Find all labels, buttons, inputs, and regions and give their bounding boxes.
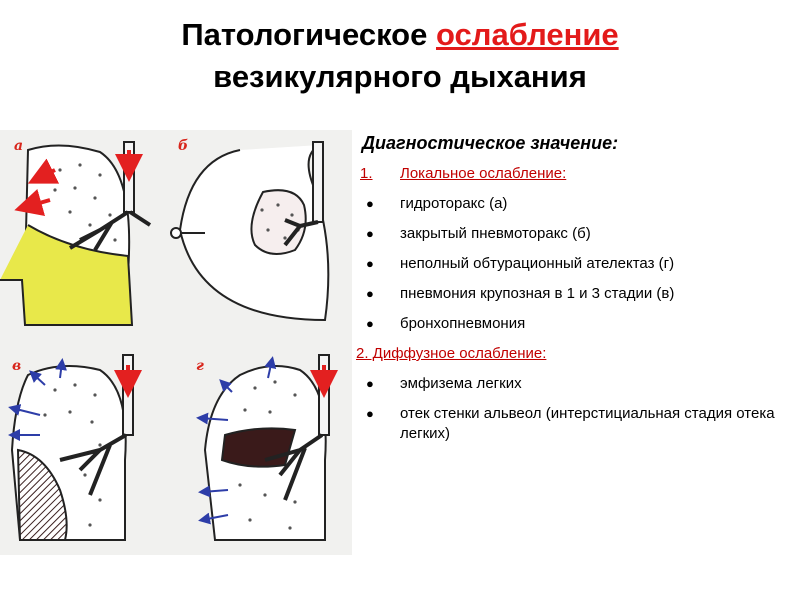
list-item <box>356 194 788 214</box>
bullet-icon: ● <box>366 316 374 331</box>
panel-label-b: б <box>178 138 189 154</box>
page-title <box>0 14 800 98</box>
title-line-2: везикулярного дыхания <box>213 59 587 94</box>
section-local-heading <box>356 164 788 184</box>
content-panel <box>356 130 788 454</box>
list-item-text: пневмония крупозная в 1 и 3 стадии (в) <box>400 285 675 302</box>
bullet-icon: ● <box>366 256 374 271</box>
panel-a <box>0 138 150 325</box>
bullet-icon: ● <box>366 286 374 301</box>
panel-g <box>196 355 329 540</box>
list-item <box>356 224 788 244</box>
panel-label-a: а <box>14 138 24 154</box>
bullet-icon: ● <box>366 226 374 241</box>
panel-b <box>171 138 328 320</box>
section-title: Локальное ослабление: <box>400 165 567 182</box>
list-item <box>356 374 788 394</box>
list-item-text: закрытый пневмоторакс (б) <box>400 225 591 242</box>
list-item <box>356 404 788 444</box>
list-item-text: неполный обтурационный ателектаз (г) <box>400 255 675 272</box>
list-item <box>356 314 788 334</box>
section-diffuse-heading: 2. Диффузное ослабление: <box>356 345 547 362</box>
lung-diagrams <box>0 130 352 555</box>
title-line-1 <box>0 14 800 56</box>
list-item <box>356 254 788 274</box>
bullet-icon: ● <box>366 406 374 421</box>
list-item-text: бронхопневмония <box>400 315 526 332</box>
section-number: 1. <box>360 165 373 182</box>
bullet-icon: ● <box>366 196 374 211</box>
list-item-text: отек стенки альвеол (интерстициальная стадия отека легких) <box>400 405 775 442</box>
title-part-1: Патологическое <box>181 17 428 52</box>
diagnostic-subtitle: Диагностическое значение: <box>362 133 619 153</box>
title-accent: ослабление <box>436 17 619 52</box>
list-item-text: эмфизема легких <box>400 375 522 392</box>
panel-label-g: г <box>196 358 204 374</box>
panel-v <box>12 355 133 540</box>
panel-label-v: в <box>12 358 22 374</box>
list-item <box>356 284 788 304</box>
list-item-text: гидроторакс (а) <box>400 195 508 212</box>
lung-illustration <box>0 130 352 555</box>
bullet-icon: ● <box>366 376 374 391</box>
